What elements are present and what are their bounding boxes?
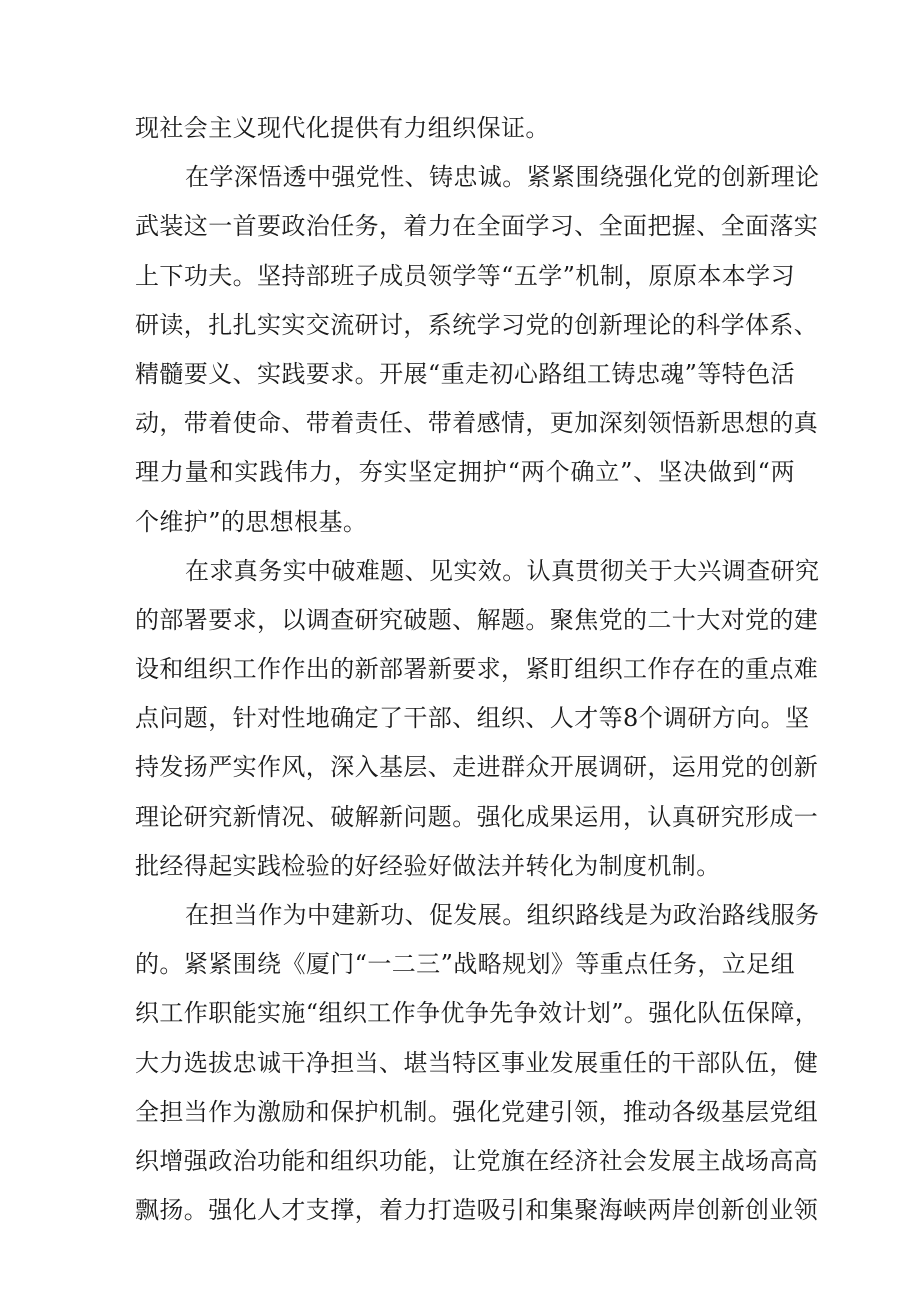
paragraph-line: 织工作职能实施“组织工作争优争先争效计划”。强化队伍保障， <box>135 999 820 1028</box>
paragraph-line: 上下功夫。坚持部班子成员领学等“五学”机制，原原本本学习 <box>135 261 795 290</box>
paragraph-line: 现社会主义现代化提供有力组织保证。 <box>135 114 550 142</box>
paragraph-line: 动，带着使命、带着责任、带着感情，更加深刻领悟新思想的真 <box>135 409 819 438</box>
paragraph-line: 全担当作为激励和保护机制。强化党建引领，推动各级基层党组 <box>135 1097 819 1126</box>
paragraph-line: 理力量和实践伟力，夯实坚定拥护“两个确立”、坚决做到“两 <box>135 458 795 487</box>
paragraph-line: 的。紧紧围绕《厦门“一二三”战略规划》等重点任务，立足组 <box>135 950 795 979</box>
paragraph-line: 精髓要义、实践要求。开展“重走初心路组工铸忠魂”等特色活 <box>135 359 795 388</box>
paragraph-line: 织增强政治功能和组织功能，让党旗在经济社会发展主战场高高 <box>135 1146 819 1175</box>
paragraph-line: 武装这一首要政治任务，着力在全面学习、全面把握、全面落实 <box>135 212 819 241</box>
paragraph-line: 设和组织工作作出的新部署新要求，紧盯组织工作存在的重点难 <box>135 655 819 684</box>
paragraph-line: 大力选拔忠诚干净担当、堪当特区事业发展重任的干部队伍，健 <box>135 1048 819 1077</box>
paragraph-line: 的部署要求，以调查研究破题、解题。聚焦党的二十大对党的建 <box>135 605 819 634</box>
paragraph-line: 理论研究新情况、破解新问题。强化成果运用，认真研究形成一 <box>135 802 819 831</box>
paragraph-line: 批经得起实践检验的好经验好做法并转化为制度机制。 <box>135 851 721 880</box>
paragraph-first-line: 在担当作为中建新功、促发展。组织路线是为政治路线服务 <box>185 901 820 929</box>
paragraph-line: 研读，扎扎实实交流研讨，系统学习党的创新理论的科学体系、 <box>135 310 819 339</box>
document-body <box>135 104 820 1235</box>
paragraph-line: 飘扬。强化人才支撑，着力打造吸引和集聚海峡两岸创新创业领 <box>135 1196 819 1225</box>
paragraph-line: 持发扬严实作风，深入基层、走进群众开展调研，运用党的创新 <box>135 753 819 782</box>
paragraph-line: 个维护”的思想根基。 <box>135 507 368 536</box>
paragraph-first-line: 在求真务实中破难题、见实效。认真贯彻关于大兴调查研究 <box>185 556 820 585</box>
paragraph-line: 点问题，针对性地确定了干部、组织、人才等8个调研方向。坚 <box>135 704 810 733</box>
paragraph-first-line: 在学深悟透中强党性、铸忠诚。紧紧围绕强化党的创新理论 <box>185 163 820 192</box>
